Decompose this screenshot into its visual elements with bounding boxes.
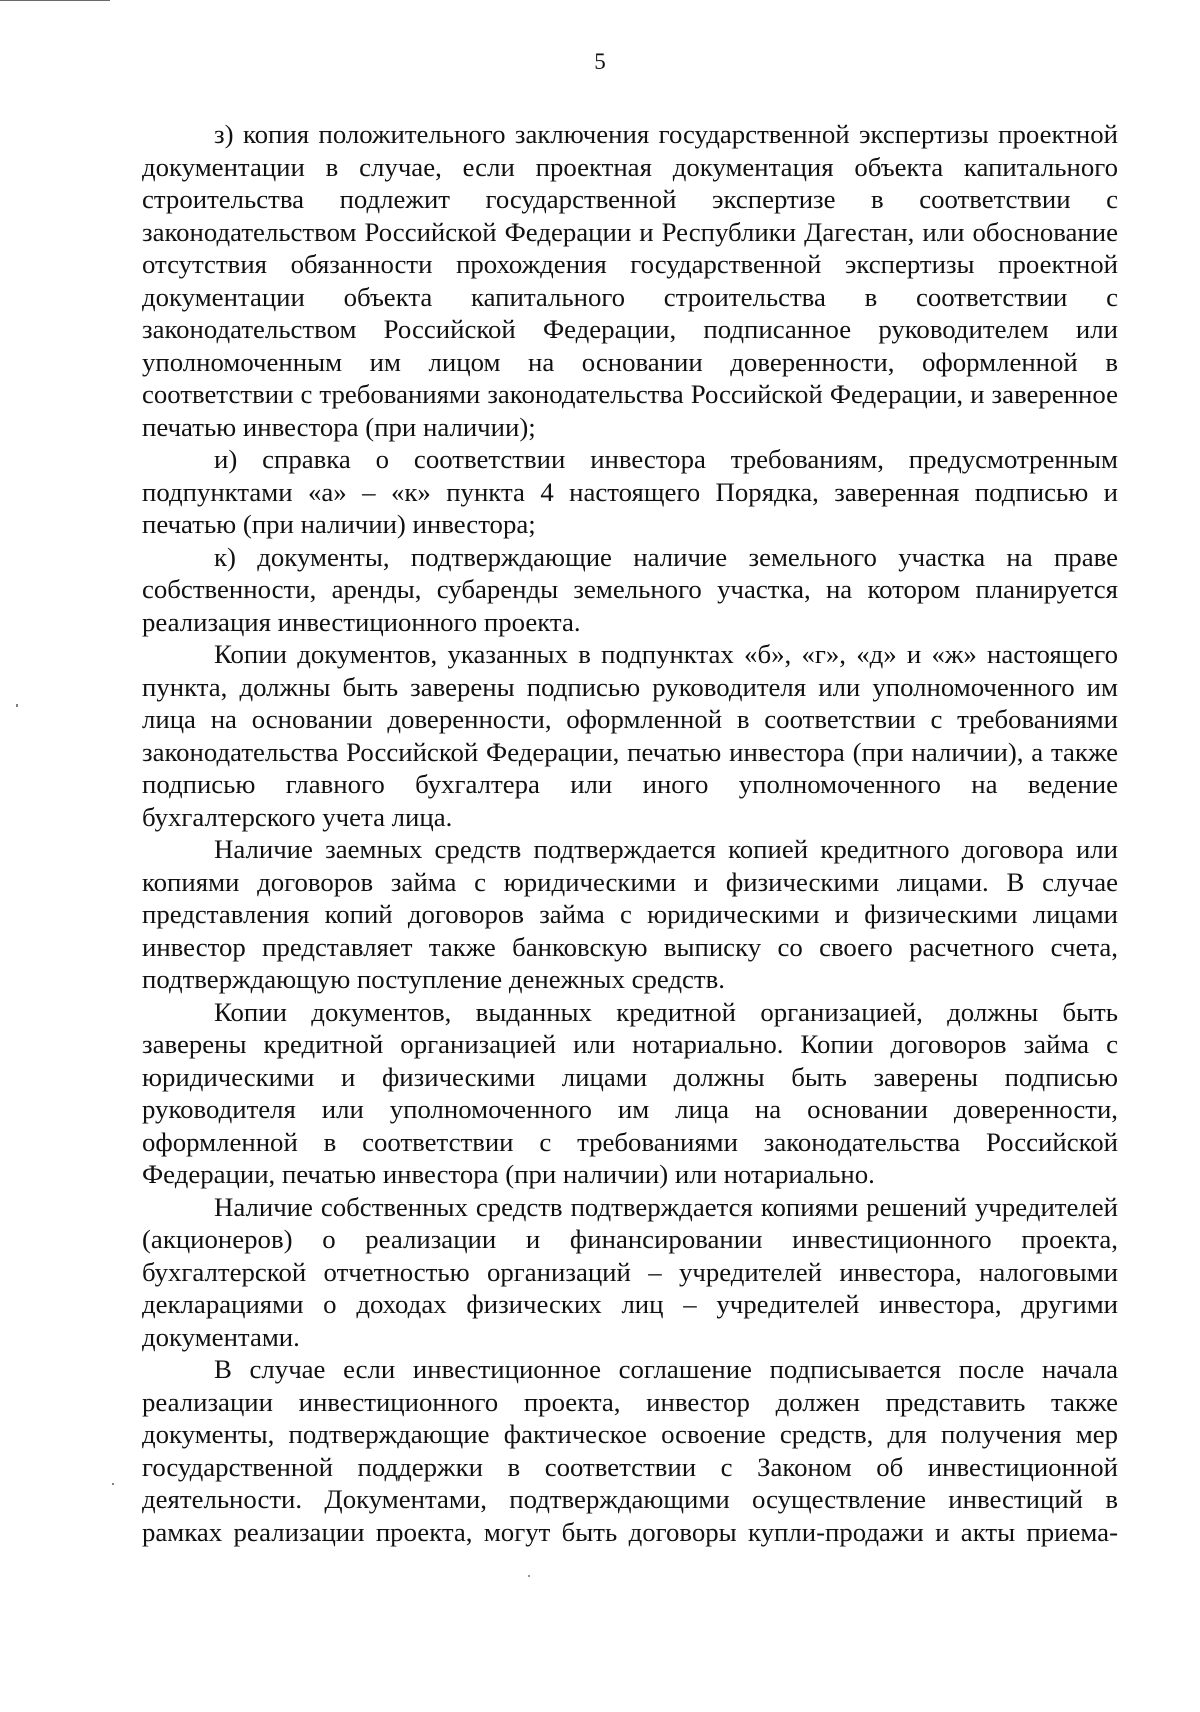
scan-dot xyxy=(16,704,18,707)
document-body xyxy=(142,118,1118,1548)
page-number: 5 xyxy=(594,49,606,74)
scan-dot xyxy=(112,1483,114,1485)
paragraph-copies-certification: Копии документов, указанных в подпунктах «б», «г», «д» и «ж» настоящего пункта, должны быть заверены подписью руководителя или уполномоченного им лица на основании доверенности, оформленной в соответствии с требованиями законодательства Российской Федерации, печатью инвестора (при наличии), а также подписью главного бухгалтера или иного уполномоченного на ведение бухгалтерского учета лица. xyxy=(142,639,1118,832)
paragraph-credit-documents: Копии документов, выданных кредитной организацией, должны быть заверены кредитной организацией или нотариально. Копии договоров займа с юридическими и физическими лицами должны быть заверены подписью руководителя или уполномоченного им лица на основании доверенности, оформленной в соответствии с требованиями законодательства Российской Федерации, печатью инвестора (при наличии) или нотариально. xyxy=(142,996,1118,1189)
paragraph-item-i: и) справка о соответствии инвестора требованиям, предусмотренным подпунктами «а» – «к» пункта 4 настоящего Порядка, заверенная подписью и печатью (при наличии) инвестора; xyxy=(142,444,1118,539)
paragraph-after-start: В случае если инвестиционное соглашение подписывается после начала реализации инвестиционного проекта, инвестор должен представить также документы, подтверждающие фактическое освоение средств, для получения мер государственной поддержки в соответствии с Законом об инвестиционной деятельности. Документами, подтверждающими осуществление инвестиций в рамках реализации проекта, могут быть договоры купли-продажи и акты приема- xyxy=(142,1354,1118,1547)
paragraph-own-funds: Наличие собственных средств подтверждается копиями решений учредителей (акционеров) о реализации и финансировании инвестиционного проекта, бухгалтерской отчетностью организаций – учредителей инвестора, налоговыми декларациями о доходах физических лиц – учредителей инвестора, другими документами. xyxy=(142,1191,1118,1352)
paragraph-borrowed-funds: Наличие заемных средств подтверждается копией кредитного договора или копиями договоров займа с юридическими и физическими лицами. В случае представления копий договоров займа с юридическими и физическими лицами инвестор представляет также банковскую выписку со своего расчетного счета, подтверждающую поступление денежных средств. xyxy=(142,834,1118,994)
scan-dot xyxy=(528,1575,530,1577)
scan-edge-line xyxy=(0,0,110,1)
paragraph-item-z: з) копия положительного заключения государственной экспертизы проектной документации в случае, если проектная документация объекта капитального строительства подлежит государственной экспертизе в соответствии с законодательством Российской Федерации и Республики Дагестан, или обоснование отсутствия обязанности прохождения государственной экспертизы проектной документации объекта капитального строительства в соответствии с законодательством Российской Федерации, подписанное руководителем или уполномоченным им лицом на основании доверенности, оформленной в соответствии с требованиями законодательства Российской Федерации, и заверенное печатью инвестора (при наличии); xyxy=(142,119,1118,442)
paragraph-item-k: к) документы, подтверждающие наличие земельного участка на праве собственности, аренды, субаренды земельного участка, на котором планируется реализация инвестиционного проекта. xyxy=(142,541,1118,637)
